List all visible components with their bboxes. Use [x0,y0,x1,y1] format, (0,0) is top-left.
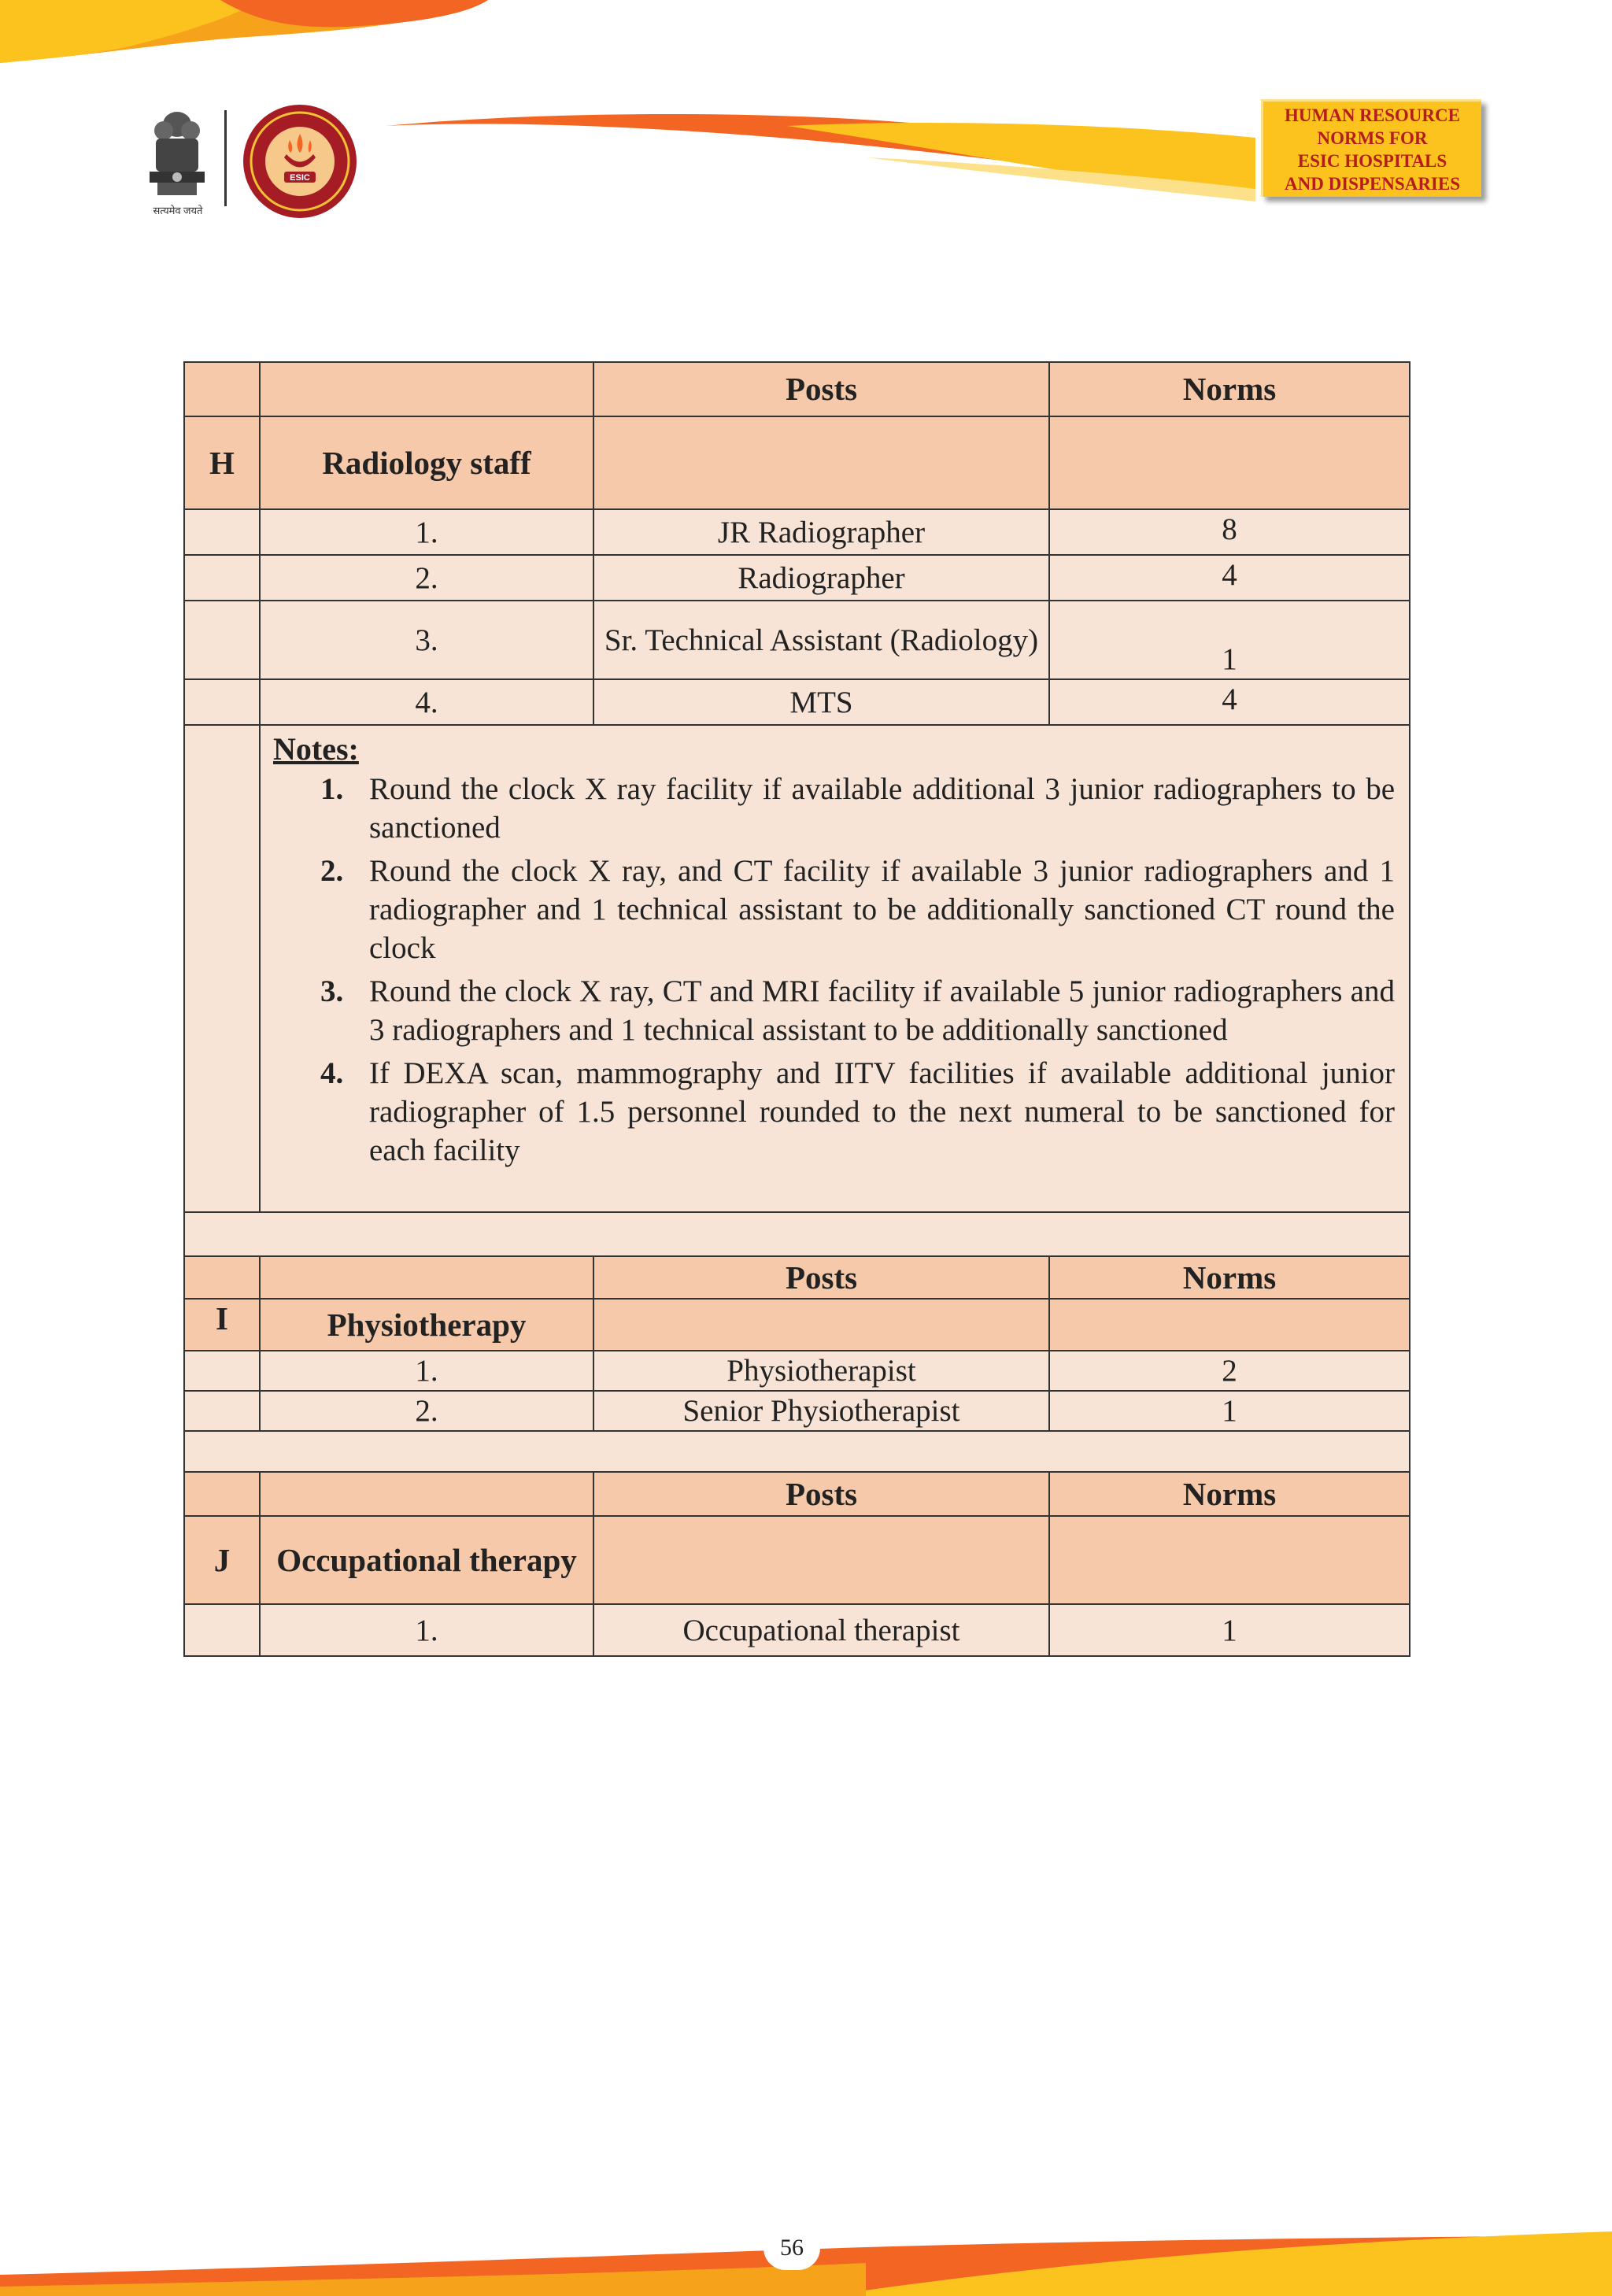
norm-value: 2 [1049,1351,1410,1391]
post-name: Occupational therapist [593,1604,1049,1656]
table-row [184,509,1410,555]
table-header-row [184,1472,1410,1516]
notes-title: Notes: [273,731,359,767]
table-row [184,1604,1410,1656]
title-line: NORMS FOR [1317,128,1428,148]
post-name: Senior Physiotherapist [593,1391,1049,1431]
section-letter: J [184,1516,260,1604]
title-line: ESIC HOSPITALS [1297,150,1447,171]
norm-value: 8 [1049,509,1410,555]
row-number: 2. [260,555,593,601]
norm-value: 1 [1049,1391,1410,1431]
note-text: Round the clock X ray, and CT facility if available 3 junior radiographers and 1 radiographer and 1 technical assistant to be additionally sanctioned CT round the clock [369,854,1395,965]
title-line: AND DISPENSARIES [1284,173,1461,194]
section-name: Occupational therapy [260,1516,593,1604]
national-emblem-icon [142,101,213,219]
note-item [275,972,1395,1049]
norm-value: 4 [1049,679,1410,725]
row-number: 1. [260,1604,593,1656]
row-number: 1. [260,1351,593,1391]
note-text: Round the clock X ray facility if available additional 3 junior radiographers to be sanctioned [369,772,1395,845]
svg-text:ESIC: ESIC [290,173,310,183]
note-item [275,770,1395,847]
norm-value: 4 [1049,555,1410,601]
title-line: HUMAN RESOURCE [1285,105,1460,125]
notes-row [184,725,1410,1212]
notes-cell [260,725,1410,1212]
section-name: Radiology staff [260,416,593,509]
posts-header: Posts [593,1472,1049,1516]
posts-header: Posts [593,1256,1049,1299]
norms-header: Norms [1049,1256,1410,1299]
row-number: 3. [260,601,593,679]
norms-header: Norms [1049,362,1410,416]
page-number: 56 [763,2226,820,2270]
spacer-row [184,1431,1410,1472]
norms-header: Norms [1049,1472,1410,1516]
note-number: 3. [320,974,344,1008]
row-number: 2. [260,1391,593,1431]
post-name: JR Radiographer [593,509,1049,555]
post-name: Sr. Technical Assistant (Radiology) [593,601,1049,679]
post-name: MTS [593,679,1049,725]
esic-logo [241,102,359,220]
note-item [275,1054,1395,1170]
table-row [184,1351,1410,1391]
section-header-row [184,416,1410,509]
post-name: Physiotherapist [593,1351,1049,1391]
notes-list [275,770,1395,1170]
emblem-caption: सत्यमेव जयते [153,205,203,216]
row-number: 4. [260,679,593,725]
table-header-row [184,362,1410,416]
section-letter: I [184,1299,260,1351]
logo-divider [224,110,227,206]
staffing-norms-table [183,361,1410,1657]
section-header-row [184,1516,1410,1604]
norm-value: 1 [1049,1604,1410,1656]
row-number: 1. [260,509,593,555]
table-header-row [184,1256,1410,1299]
table-row [184,555,1410,601]
note-text: Round the clock X ray, CT and MRI facility if available 5 junior radiographers and 3 radiographers and 1 technical assistant to be additionally sanctioned [369,974,1395,1047]
section-letter: H [184,416,260,509]
post-name: Radiographer [593,555,1049,601]
table-row [184,1391,1410,1431]
document-title-box [1261,99,1481,197]
note-item [275,852,1395,967]
section-name: Physiotherapy [260,1299,593,1351]
note-number: 4. [320,1056,344,1090]
posts-header: Posts [593,362,1049,416]
table-row [184,601,1410,679]
note-number: 2. [320,854,344,888]
note-number: 1. [320,772,344,806]
table-row [184,679,1410,725]
norm-value: 1 [1049,601,1410,679]
note-text: If DEXA scan, mammography and IITV facilities if available additional junior radiographer of 1.5 personnel rounded to the next numeral to be sanctioned for each facility [369,1056,1395,1167]
section-header-row [184,1299,1410,1351]
spacer-row [184,1212,1410,1256]
